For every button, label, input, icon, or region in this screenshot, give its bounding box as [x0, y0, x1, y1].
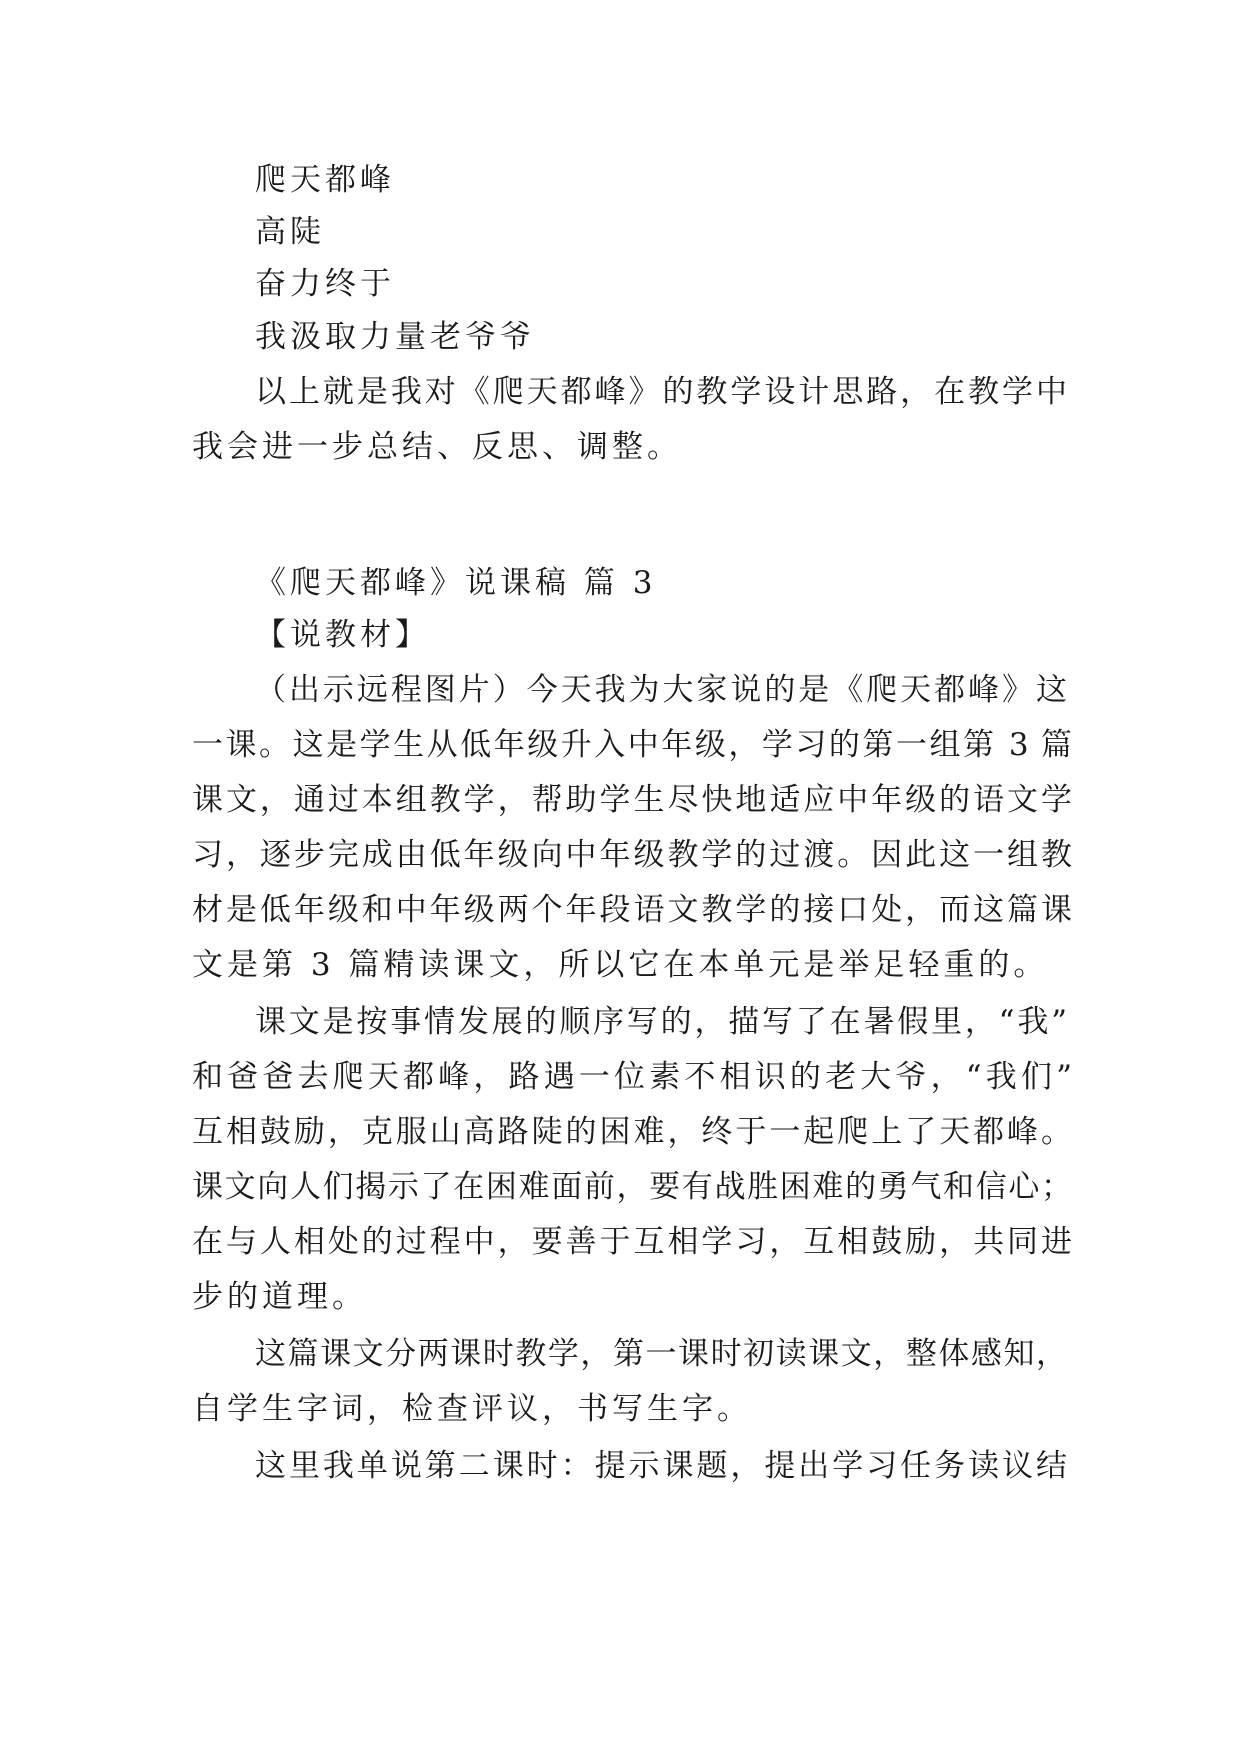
paragraph-line: 步的道理。	[192, 1279, 367, 1315]
paragraph-line: 互相鼓励，克服山高路陡的困难，终于一起爬上了天都峰。	[192, 1114, 1072, 1150]
paragraph-line: 这里我单说第二课时：提示课题，提出学习任务读议结	[255, 1448, 1067, 1484]
paragraph-line: （出示远程图片）今天我为大家说的是《爬天都峰》这	[255, 672, 1067, 708]
poem-line: 爬天都峰	[255, 162, 395, 198]
paragraph-line: 一课。这是学生从低年级升入中年级，学习的第一组第 3 篇	[192, 727, 1072, 763]
section-heading: 【说教材】	[255, 617, 430, 653]
poem-line: 我汲取力量老爷爷	[255, 319, 535, 355]
poem-line: 高陡	[255, 214, 325, 250]
paragraph-line: 以上就是我对《爬天都峰》的教学设计思路，在教学中	[255, 374, 1067, 410]
paragraph-line: 和爸爸去爬天都峰，路遇一位素不相识的老大爷，“我们”	[192, 1059, 1072, 1095]
paragraph-line: 材是低年级和中年级两个年段语文教学的接口处，而这篇课	[192, 892, 1072, 928]
paragraph-line: 我会进一步总结、反思、调整。	[192, 429, 682, 465]
paragraph-line: 课文是按事情发展的顺序写的，描写了在暑假里，“我”	[255, 1004, 1067, 1040]
paragraph-line: 课文，通过本组教学，帮助学生尽快地适应中年级的语文学	[192, 782, 1072, 818]
poem-line: 奋力终于	[255, 266, 395, 302]
paragraph-line: 习，逐步完成由低年级向中年级教学的过渡。因此这一组教	[192, 837, 1072, 873]
paragraph-line: 自学生字词，检查评议，书写生字。	[192, 1391, 752, 1427]
paragraph-line: 在与人相处的过程中，要善于互相学习，互相鼓励，共同进	[192, 1224, 1072, 1260]
section-title: 《爬天都峰》说课稿 篇 3	[255, 565, 657, 601]
paragraph-line: 课文向人们揭示了在困难面前，要有战胜困难的勇气和信心；	[192, 1169, 1072, 1205]
paragraph-line: 文是第 3 篇精读课文，所以它在本单元是举足轻重的。	[192, 947, 1049, 983]
paragraph-line: 这篇课文分两课时教学，第一课时初读课文，整体感知，	[255, 1336, 1067, 1372]
